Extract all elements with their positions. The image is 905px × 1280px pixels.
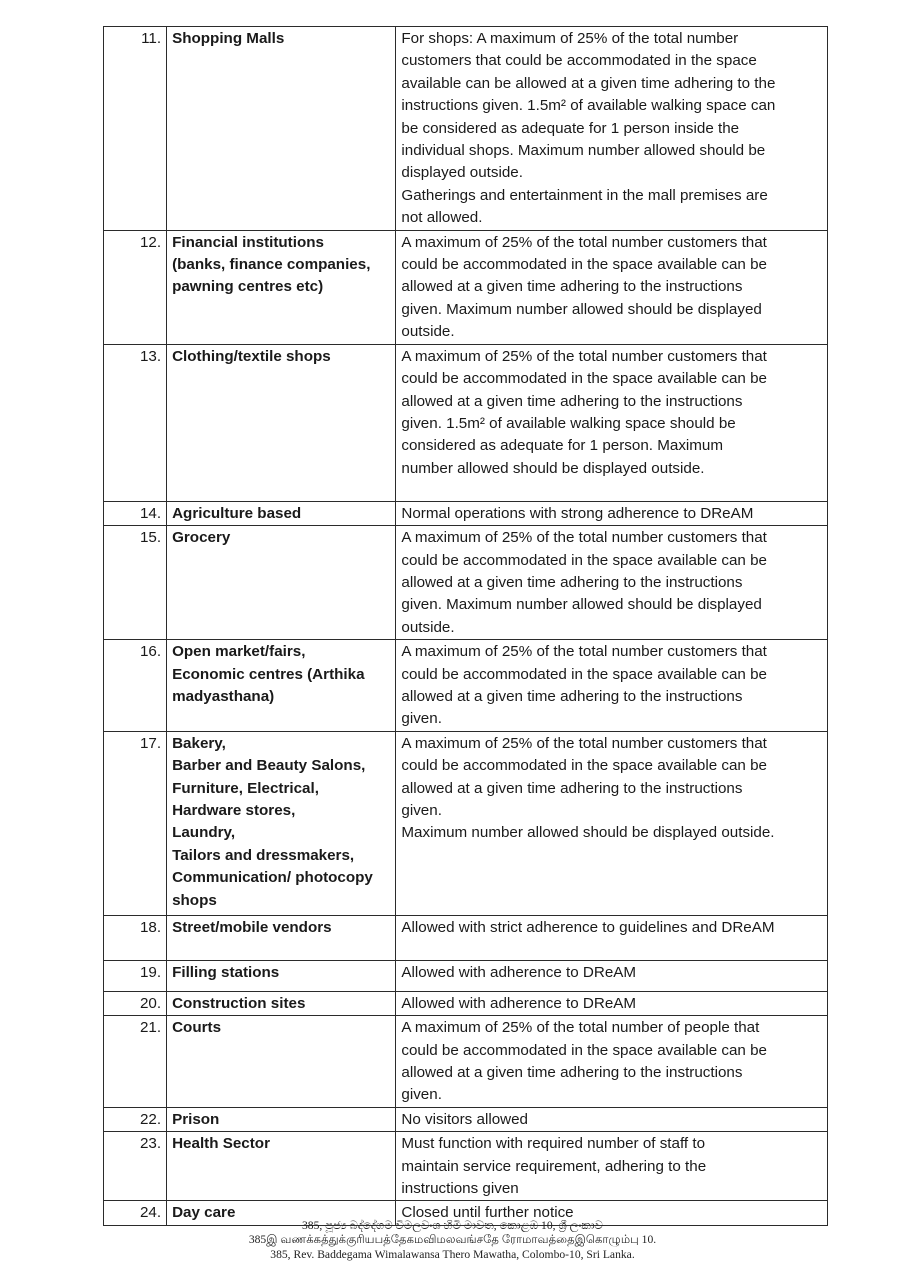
table-row <box>104 991 828 1015</box>
guideline-line: be considered as adequate for 1 person inside the <box>401 119 740 137</box>
sector-name-line: Barber and Beauty Salons, <box>172 757 366 775</box>
guideline-line: allowed at a given time adhering to the instructions <box>401 687 743 705</box>
guideline-text <box>396 960 828 991</box>
guideline-text <box>396 344 828 501</box>
guideline-line: could be accommodated in the space available can be <box>401 1041 767 1059</box>
sector-name-line: Furniture, Electrical, <box>172 779 319 797</box>
sector-name-line: Agriculture based <box>172 504 302 522</box>
guideline-line: given. 1.5m² of available walking space should be <box>401 414 736 432</box>
guideline-text <box>396 1132 828 1201</box>
guideline-line: allowed at a given time adhering to the instructions <box>401 573 743 591</box>
sector-name <box>167 1132 396 1201</box>
footer-address-sinhala: 385, පූජ්‍ය බද්දේගම විමලවංශ හිමි මාවත, කොළඹ 10, ශ්‍රී ලංකාව <box>302 1219 603 1232</box>
sector-name-line: Hardware stores, <box>172 801 296 819</box>
row-number: 14. <box>104 501 167 525</box>
guideline-text <box>396 27 828 231</box>
sector-name-line: Bakery, <box>172 734 226 752</box>
row-number: 15. <box>104 526 167 640</box>
guideline-line: customers that could be accommodated in the space <box>401 52 757 70</box>
sector-name-line: Street/mobile vendors <box>172 918 332 936</box>
guideline-text <box>396 731 828 915</box>
guideline-line: Allowed with adherence to DReAM <box>401 994 637 1012</box>
table-row <box>104 640 828 732</box>
guideline-line: given. <box>401 710 442 728</box>
sector-name <box>167 731 396 915</box>
sector-name-line: (banks, finance companies, <box>172 256 371 274</box>
guideline-line: outside. <box>401 323 455 341</box>
row-number: 24. <box>104 1201 167 1225</box>
sector-name-line: Courts <box>172 1019 222 1037</box>
sector-name <box>167 230 396 344</box>
guidelines-table <box>103 26 828 1226</box>
sector-name-line: Communication/ photocopy <box>172 869 373 887</box>
table-row <box>104 526 828 640</box>
row-number: 22. <box>104 1107 167 1131</box>
guideline-line: individual shops. Maximum number allowed should be <box>401 142 766 160</box>
guideline-line: could be accommodated in the space available can be <box>401 256 767 274</box>
row-number: 13. <box>104 344 167 501</box>
guideline-line: A maximum of 25% of the total number customers that <box>401 643 767 661</box>
sector-name-line: Laundry, <box>172 824 236 842</box>
sector-name-line: Filling stations <box>172 963 280 981</box>
guideline-line: Maximum number allowed should be displayed outside. <box>401 824 775 842</box>
table-row <box>104 27 828 231</box>
guideline-line: allowed at a given time adhering to the instructions <box>401 278 743 296</box>
sector-name-line: madyasthana) <box>172 687 275 705</box>
guideline-text <box>396 640 828 732</box>
table-row <box>104 344 828 501</box>
sector-name-line: Tailors and dressmakers, <box>172 846 355 864</box>
guideline-line: For shops: A maximum of 25% of the total number <box>401 30 739 47</box>
table-row <box>104 1132 828 1201</box>
guideline-line: A maximum of 25% of the total number customers that <box>401 734 767 752</box>
guideline-line: A maximum of 25% of the total number customers that <box>401 529 767 547</box>
sector-name <box>167 640 396 732</box>
sector-name <box>167 501 396 525</box>
table-row <box>104 731 828 915</box>
sector-name <box>167 526 396 640</box>
guideline-line: outside. <box>401 618 455 636</box>
guideline-text <box>396 1107 828 1131</box>
guideline-line: given. Maximum number allowed should be displayed <box>401 596 762 614</box>
sector-name <box>167 27 396 231</box>
sector-name-line: Construction sites <box>172 994 306 1012</box>
guideline-line: A maximum of 25% of the total number customers that <box>401 233 767 251</box>
sector-name-line: Shopping Malls <box>172 30 285 47</box>
row-number: 18. <box>104 915 167 960</box>
sector-name <box>167 1107 396 1131</box>
sector-name <box>167 915 396 960</box>
guideline-text <box>396 501 828 525</box>
sector-name-line: Clothing/textile shops <box>172 347 331 365</box>
guideline-line: given. Maximum number allowed should be displayed <box>401 300 762 318</box>
sector-name-line: shops <box>172 891 217 909</box>
table-row <box>104 1107 828 1131</box>
guideline-line: Normal operations with strong adherence to DReAM <box>401 504 754 522</box>
guideline-line: number allowed should be displayed outside. <box>401 459 705 477</box>
sector-name <box>167 991 396 1015</box>
guideline-line: Allowed with strict adherence to guidelines and DReAM <box>401 918 775 936</box>
guideline-text <box>396 526 828 640</box>
guideline-line: Gatherings and entertainment in the mall premises are <box>401 186 768 204</box>
guideline-text <box>396 1016 828 1108</box>
row-number: 12. <box>104 230 167 344</box>
guideline-line: No visitors allowed <box>401 1110 529 1128</box>
table-row <box>104 1016 828 1108</box>
row-number: 11. <box>104 27 167 231</box>
guideline-line: given. <box>401 1086 442 1104</box>
guideline-line: could be accommodated in the space available can be <box>401 551 767 569</box>
guideline-line: Must function with required number of staff to <box>401 1135 706 1153</box>
row-number: 19. <box>104 960 167 991</box>
guideline-line: allowed at a given time adhering to the instructions <box>401 779 743 797</box>
sector-name-line: Open market/fairs, <box>172 643 306 661</box>
guideline-text <box>396 991 828 1015</box>
sector-name-line: pawning centres etc) <box>172 278 324 296</box>
guideline-line: A maximum of 25% of the total number customers that <box>401 347 767 365</box>
guideline-line: allowed at a given time adhering to the instructions <box>401 392 743 410</box>
sector-name-line: Economic centres (Arthika <box>172 665 365 683</box>
guideline-line: A maximum of 25% of the total number of people that <box>401 1019 760 1037</box>
guideline-line: considered as adequate for 1 person. Maximum <box>401 437 724 455</box>
guideline-line: displayed outside. <box>401 164 523 182</box>
row-number: 23. <box>104 1132 167 1201</box>
table-row <box>104 960 828 991</box>
guideline-text <box>396 915 828 960</box>
guideline-line: available can be allowed at a given time adhering to the <box>401 74 776 92</box>
guideline-line: allowed at a given time adhering to the instructions <box>401 1063 743 1081</box>
guideline-line: instructions given <box>401 1180 519 1197</box>
sector-name <box>167 1016 396 1108</box>
guideline-line: not allowed. <box>401 209 483 227</box>
row-number: 16. <box>104 640 167 732</box>
sector-name-line: Prison <box>172 1110 220 1128</box>
guideline-line: Allowed with adherence to DReAM <box>401 963 637 981</box>
guideline-line: could be accommodated in the space available can be <box>401 665 767 683</box>
sector-name <box>167 344 396 501</box>
guideline-line: could be accommodated in the space available can be <box>401 370 767 388</box>
row-number: 21. <box>104 1016 167 1108</box>
table-row <box>104 915 828 960</box>
guidelines-table-body <box>104 27 828 1226</box>
table-row <box>104 230 828 344</box>
footer-address-tamil: 385இ வணக்கத்துக்குரியபத்தேகமவிமலவங்சதே ரோமாவத்தைஇகொழும்பு 10. <box>248 1233 657 1246</box>
guideline-line: given. <box>401 801 442 819</box>
sector-name-line: Day care <box>172 1204 236 1222</box>
table-row <box>104 501 828 525</box>
guideline-text <box>396 230 828 344</box>
footer-address-english: 385, Rev. Baddegama Wimalawansa Thero Mawatha, Colombo-10, Sri Lanka. <box>270 1248 635 1261</box>
guideline-line: Closed until further notice <box>401 1204 574 1222</box>
row-number: 20. <box>104 991 167 1015</box>
guideline-line: maintain service requirement, adhering to the <box>401 1157 707 1175</box>
sector-name-line: Grocery <box>172 529 231 547</box>
row-number: 17. <box>104 731 167 915</box>
guideline-line: could be accommodated in the space available can be <box>401 757 767 775</box>
sector-name-line: Financial institutions <box>172 233 324 251</box>
sector-name <box>167 960 396 991</box>
sector-name-line: Health Sector <box>172 1135 270 1153</box>
guideline-line: instructions given. 1.5m² of available walking space can <box>401 97 776 115</box>
